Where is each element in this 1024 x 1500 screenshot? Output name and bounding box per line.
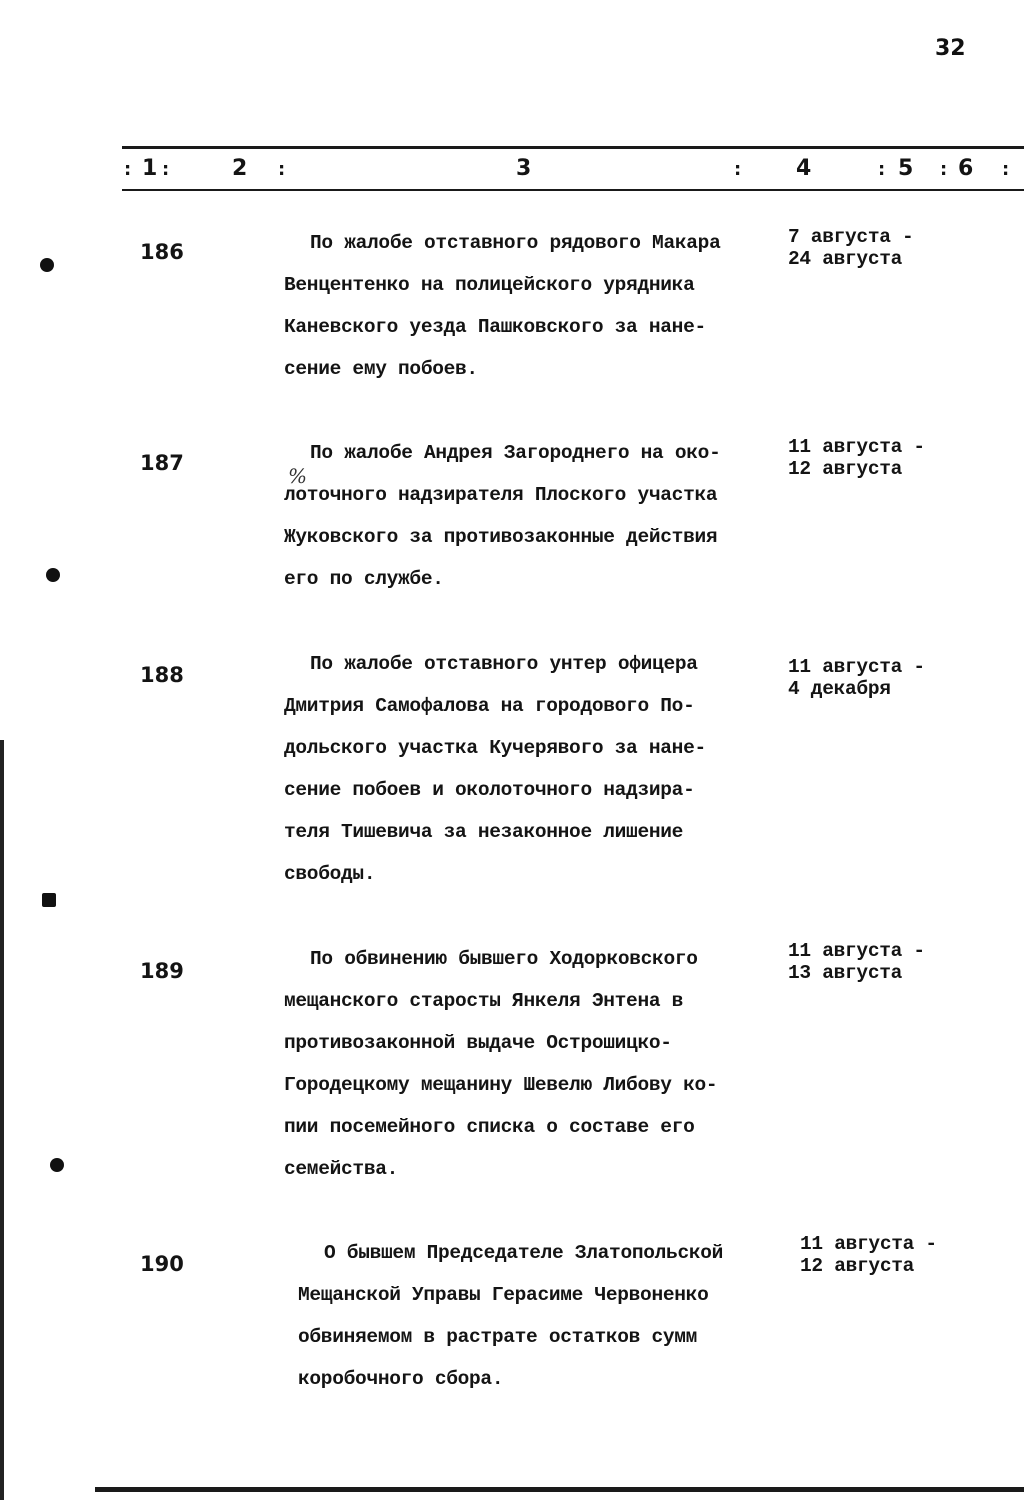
text-line: пии посемейного списка о составе его — [284, 1116, 695, 1138]
text-line: По жалобе отставного унтер офицера — [310, 653, 698, 675]
column-separator: : — [940, 159, 948, 180]
column-separator: : — [278, 159, 286, 180]
punch-hole-icon — [46, 568, 60, 582]
entry-dates — [788, 436, 968, 480]
date-from: 11 августа - — [800, 1233, 937, 1255]
entry-number: 188 — [140, 663, 184, 687]
date-from: 11 августа - — [788, 940, 925, 962]
text-line: противозаконной выдаче Острошицко- — [284, 1032, 672, 1054]
date-to: 12 августа — [800, 1255, 915, 1277]
column-separator: : — [1002, 159, 1010, 180]
column-separator: : — [734, 159, 742, 180]
text-line: теля Тишевича за незаконное лишение — [284, 821, 684, 843]
text-line: семейства. — [284, 1158, 399, 1180]
entry-number: 190 — [140, 1252, 184, 1276]
column-header-6: 6 — [958, 156, 974, 181]
text-line: По обвинению бывшего Ходорковского — [310, 948, 698, 970]
date-from: 7 августа - — [788, 226, 914, 248]
entry-description — [284, 432, 784, 600]
text-line: По жалобе отставного рядового Макара — [310, 232, 721, 254]
left-edge-shadow — [0, 740, 4, 1500]
entry-number: 189 — [140, 959, 184, 983]
text-line: Мещанской Управы Герасиме Червоненко — [298, 1284, 709, 1306]
column-header-4: 4 — [796, 156, 812, 181]
column-header-2: 2 — [232, 156, 248, 181]
text-line: коробочного сбора. — [298, 1368, 504, 1390]
text-line: Жуковского за противозаконные действия — [284, 526, 718, 548]
entry-number: 186 — [140, 240, 184, 264]
margin-annotation: % — [288, 464, 308, 488]
text-line: дольского участка Кучерявого за нане- — [284, 737, 706, 759]
column-header-5: 5 — [898, 156, 914, 181]
punch-hole-icon — [42, 893, 56, 907]
column-separator: : — [162, 159, 170, 180]
text-line: свободы. — [284, 863, 376, 885]
text-line: обвиняемом в растрате остатков сумм — [298, 1326, 698, 1348]
text-line: Городецкому мещанину Шевелю Либову ко- — [284, 1074, 718, 1096]
column-separator: : — [878, 159, 886, 180]
date-from: 11 августа - — [788, 656, 925, 678]
entry-description — [284, 222, 784, 390]
column-separator: : — [124, 159, 132, 180]
text-line: По жалобе Андрея Загороднего на око- — [310, 442, 721, 464]
date-to: 12 августа — [788, 458, 903, 480]
date-from: 11 августа - — [788, 436, 925, 458]
column-header-1: 1 — [142, 156, 158, 181]
date-to: 4 декабря — [788, 678, 891, 700]
entry-description — [284, 643, 784, 895]
text-line: его по службе. — [284, 568, 444, 590]
text-line: Каневского уезда Пашковского за нане- — [284, 316, 706, 338]
header-top-rule — [122, 146, 1024, 149]
entry-description — [298, 1232, 798, 1400]
header-bottom-rule — [122, 189, 1024, 191]
text-line: сение ему побоев. — [284, 358, 478, 380]
text-line: сение побоев и околоточного надзира- — [284, 779, 695, 801]
entry-dates — [788, 656, 968, 700]
text-line: Дмитрия Самофалова на городового По- — [284, 695, 695, 717]
text-line: О бывшем Председателе Златопольской — [324, 1242, 724, 1264]
page-bottom-edge — [95, 1487, 1024, 1492]
column-header-3: 3 — [516, 156, 532, 181]
date-to: 24 августа — [788, 248, 903, 270]
entry-description — [284, 938, 784, 1190]
punch-hole-icon — [50, 1158, 64, 1172]
entry-dates — [788, 940, 968, 984]
table-header-row — [122, 152, 1024, 186]
text-line: мещанского старосты Янкеля Энтена в — [284, 990, 684, 1012]
punch-hole-icon — [40, 258, 54, 272]
text-line: лоточного надзирателя Плоского участка — [284, 484, 718, 506]
page-number: 32 — [935, 36, 966, 61]
entry-dates — [788, 226, 968, 270]
text-line: Венцентенко на полицейского урядника — [284, 274, 695, 296]
date-to: 13 августа — [788, 962, 903, 984]
entry-number: 187 — [140, 451, 184, 475]
entry-dates — [800, 1233, 980, 1277]
